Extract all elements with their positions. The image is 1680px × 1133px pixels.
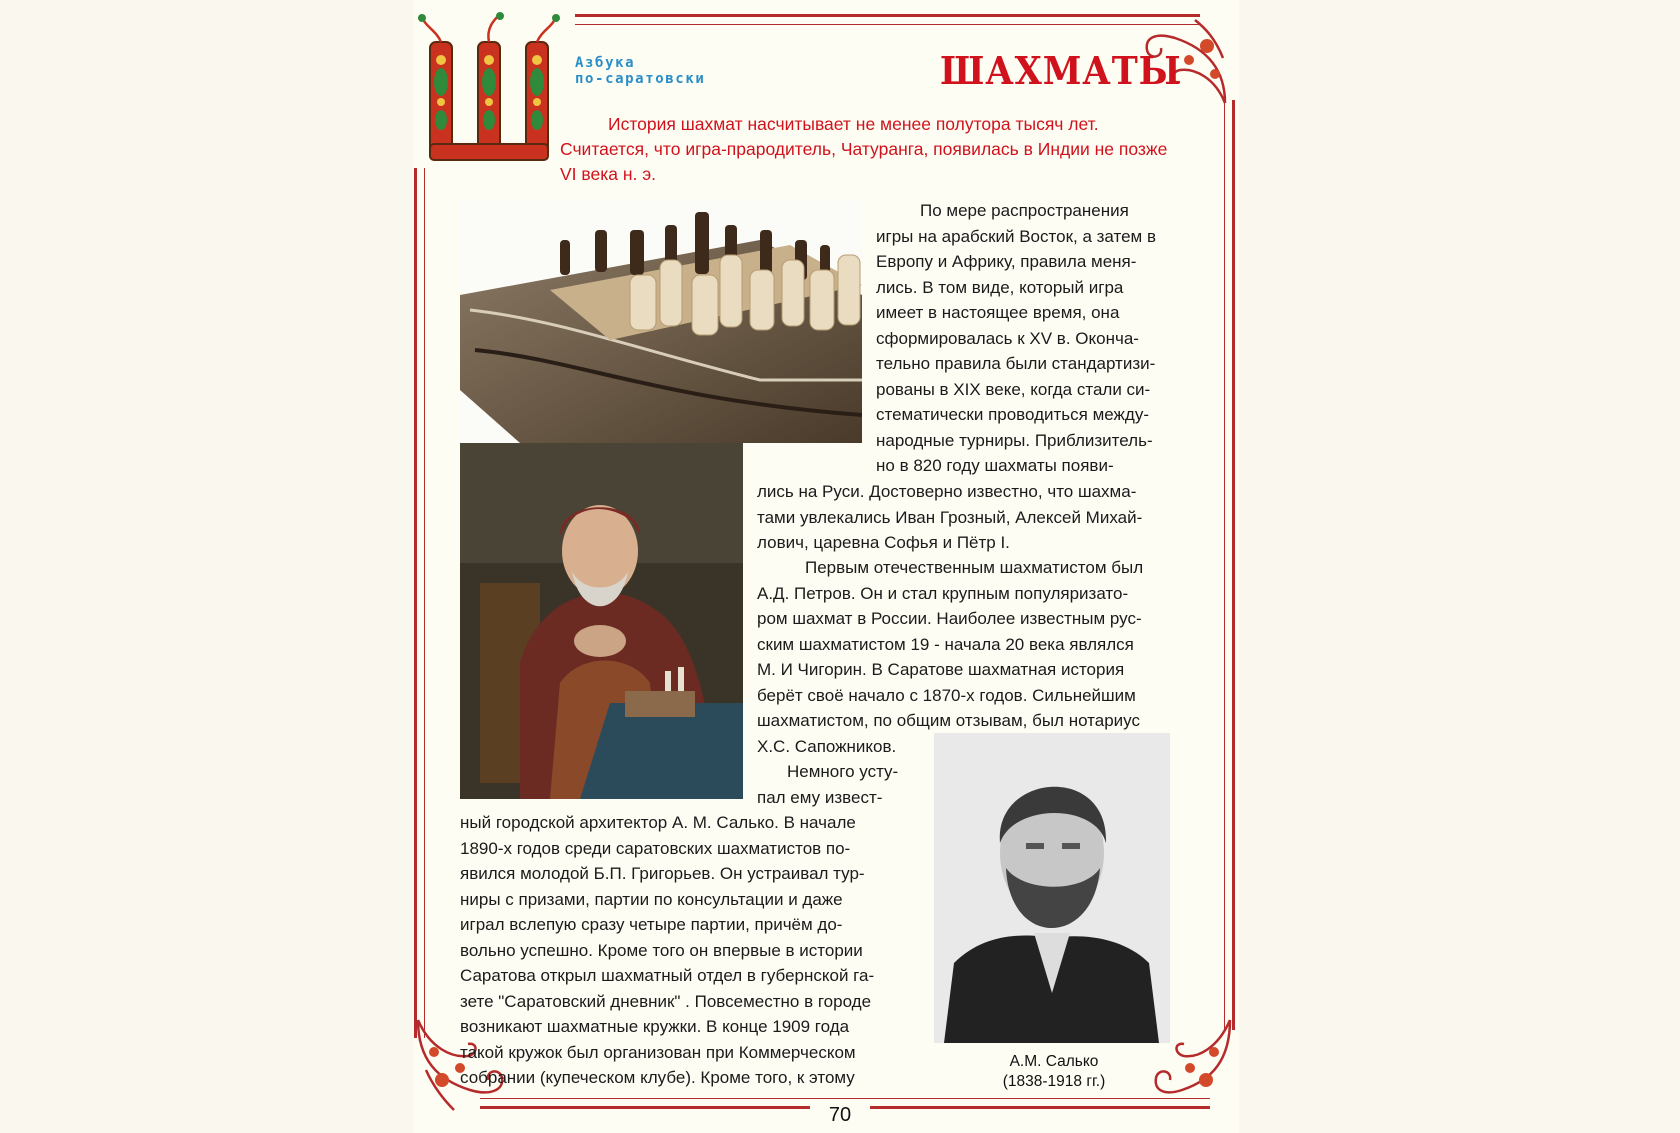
- body-line: ским шахматистом 19 - начала 20 века являлся: [757, 634, 1134, 654]
- body-line: Первым отечественным шахматистом был: [805, 558, 1144, 577]
- body-line: берёт своё начало с 1870-х годов. Сильнейшим: [757, 685, 1136, 705]
- body-line: По мере распространения: [920, 201, 1129, 220]
- body-line: шахматистом, по общим отзывам, был нотариус: [757, 711, 1140, 730]
- body-line: А.Д. Петров. Он и стал крупным популяризато-: [757, 583, 1129, 603]
- body-line: лович, царевна Софья и Пётр I.: [757, 533, 1010, 552]
- body-line: зете "Саратовский дневник" . Повсеместно в городе: [460, 991, 872, 1011]
- portrait-caption: [934, 1052, 1174, 1092]
- body-line: лись на Руси. Достоверно известно, что шахма-: [757, 482, 1137, 501]
- body-line: играл вслепую сразу четыре партии, причём до-: [460, 915, 843, 934]
- paragraph-2: [757, 555, 1188, 759]
- body-line: тами увлекались Иван Грозный, Алексей Михай-: [757, 507, 1143, 527]
- body-line: собрании (купеческом клубе). Кроме того, к этому: [460, 1068, 855, 1087]
- ivan-the-terrible-painting: [460, 443, 743, 799]
- body-line: но в 820 году шахматы появи-: [876, 456, 1114, 475]
- caption-years: (1838-1918 гг.): [1002, 1073, 1106, 1090]
- paragraph-3-narrow: [757, 759, 916, 810]
- portrait-image: [934, 733, 1170, 1043]
- painting-image: [460, 443, 743, 799]
- paragraph-3: [460, 810, 918, 1091]
- paragraph-1-wrapped: [876, 198, 1188, 479]
- frame-left-border: [414, 168, 425, 1038]
- body-line: сформировалась к XV в. Оконча-: [876, 328, 1139, 348]
- series-label-line2: по-саратовски: [575, 71, 706, 87]
- caption-name: А.М. Салько: [1009, 1053, 1099, 1070]
- body-line: игры на арабский Восток, а затем в: [876, 226, 1156, 246]
- page-number: 70: [810, 1104, 870, 1127]
- paragraph-1-rest: [757, 479, 1188, 556]
- body-line: 1890-х годов среди саратовских шахматистов по-: [460, 838, 851, 858]
- body-line: такой кружок был организован при Коммерческом: [460, 1042, 856, 1062]
- chess-set-photo: [460, 200, 862, 443]
- frame-top-border: [575, 14, 1200, 25]
- body-line: тельно правила были стандартизи-: [876, 354, 1156, 373]
- body-line: Немного усту-: [787, 762, 899, 781]
- decorative-initial-letter: [416, 12, 561, 172]
- salko-portrait-photo: [934, 733, 1170, 1043]
- body-line: Х.С. Сапожников.: [757, 736, 897, 756]
- body-line: возникают шахматные кружки. В конце 1909 года: [460, 1017, 850, 1036]
- frame-right-border: [1224, 100, 1235, 1030]
- body-line: ниры с призами, партии по консультации и даже: [460, 889, 843, 909]
- body-line: Европу и Африку, правила меня-: [876, 252, 1137, 271]
- page-title: ШАХМАТЫ: [940, 48, 1182, 93]
- body-line: народные турниры. Приблизитель-: [876, 430, 1153, 450]
- chess-set-image: [460, 200, 862, 443]
- body-line: имеет в настоящее время, она: [876, 303, 1120, 322]
- body-line: явился молодой Б.П. Григорьев. Он устраивал тур-: [460, 864, 865, 883]
- body-line: ный городской архитектор А. М. Салько. В начале: [460, 813, 856, 832]
- body-line: лись. В том виде, который игра: [876, 277, 1124, 297]
- body-line: ром шахмат в России. Наиболее известным рус-: [757, 609, 1142, 628]
- body-line: вольно успешно. Кроме того он впервые в истории: [460, 940, 863, 960]
- body-line: рованы в XIX веке, когда стали си-: [876, 379, 1151, 399]
- lead-paragraph: История шахмат насчитывает не менее полутора тысяч лет. Считается, что игра-прародитель, Чатуранга, появилась в Индии не позже VI века н. э.: [560, 114, 1168, 184]
- body-line: М. И Чигорин. В Саратове шахматная история: [757, 660, 1125, 679]
- body-line: пал ему извест-: [757, 787, 883, 807]
- series-label-line1: Азбука: [575, 55, 636, 71]
- series-label: [575, 55, 705, 87]
- body-line: стематически проводиться между-: [876, 405, 1149, 424]
- body-line: Саратова открыл шахматный отдел в губернской га-: [460, 966, 875, 985]
